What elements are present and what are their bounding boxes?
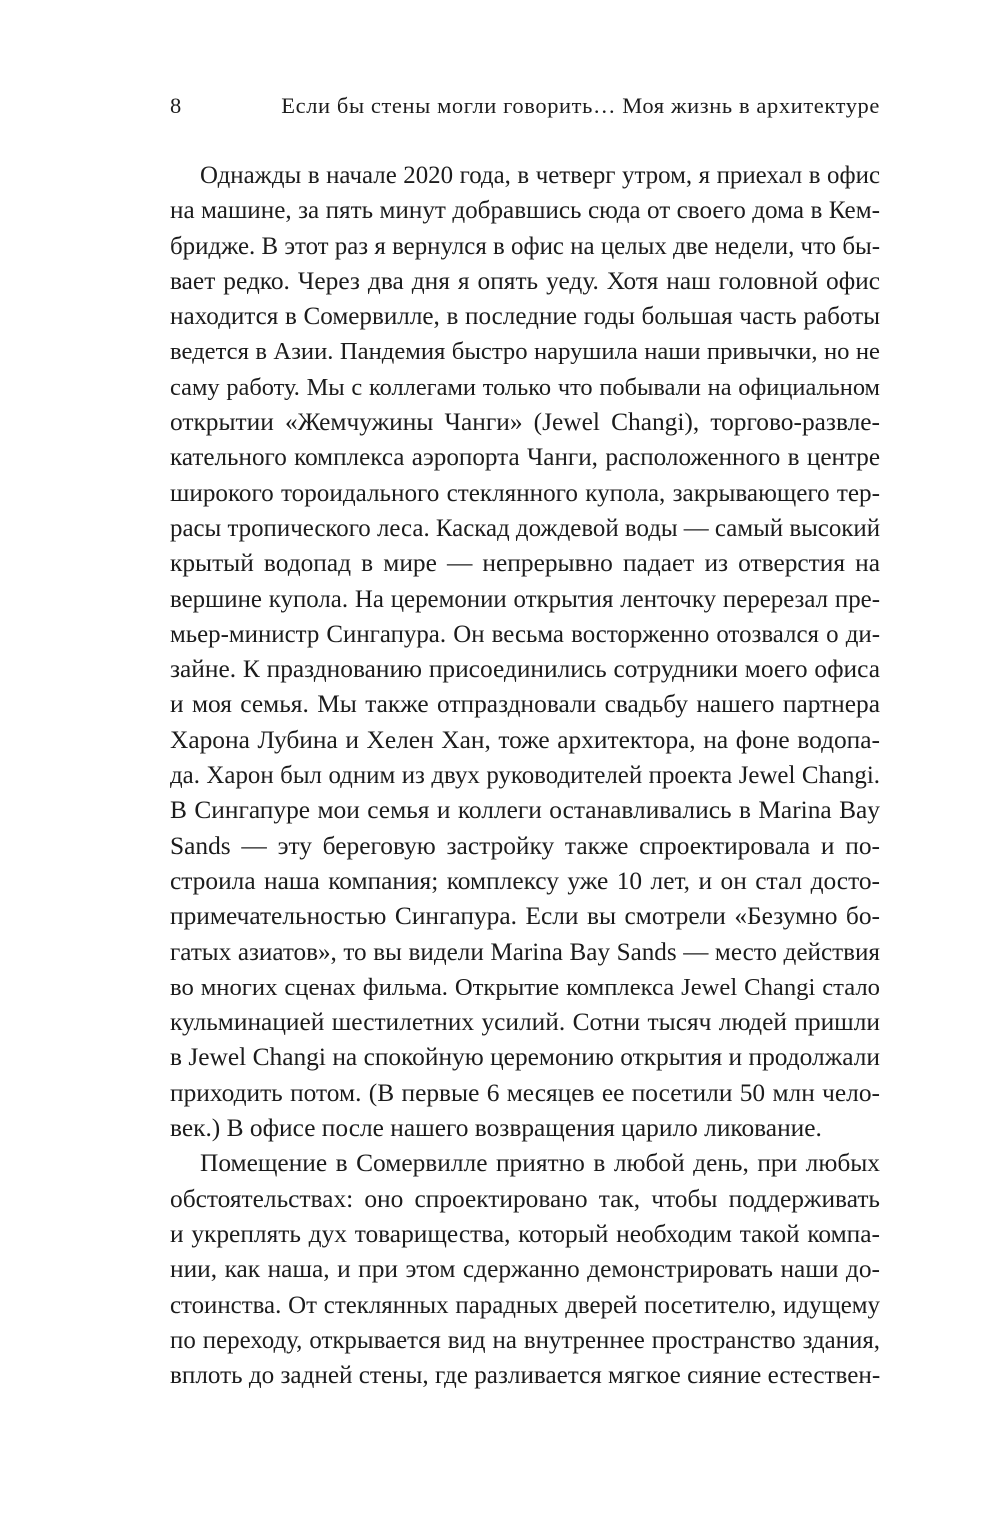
text-line: да. Харон был одним из двух руководителей проекта Jewel Changi. bbox=[170, 762, 880, 790]
text-line: нии, как наша, и при этом сдержанно демонстрировать наши до- bbox=[170, 1255, 880, 1284]
text-line: Помещение в Сомервилле приятно в любой день, при любых bbox=[200, 1149, 880, 1178]
text-line: вает редко. Через два дня я опять уеду. Хотя наш головной офис bbox=[170, 266, 880, 295]
text-line: в Jewel Changi на спокойную церемонию открытия и продолжали bbox=[170, 1043, 880, 1072]
text-line: открытии «Жемчужины Чанги» (Jewel Changi), торгово-развле- bbox=[170, 408, 880, 437]
body-text bbox=[170, 158, 880, 1393]
text-line: находится в Сомервилле, в последние годы большая часть работы bbox=[170, 303, 880, 331]
text-line: вершине купола. На церемонии открытия ленточку перерезал пре- bbox=[170, 585, 880, 613]
running-head bbox=[170, 88, 880, 124]
text-line: кульминацией шестилетних усилий. Сотни тысяч людей пришли bbox=[170, 1008, 880, 1037]
text-line: Однажды в начале 2020 года, в четверг утром, я приехал в офис bbox=[200, 162, 880, 189]
text-line: ведется в Азии. Пандемия быстро нарушила наши привычки, но не bbox=[170, 338, 880, 366]
text-line: гатых азиатов», то вы видели Marina Bay Sands — место действия bbox=[170, 938, 880, 966]
text-line: и укреплять дух товарищества, который необходим такой компа- bbox=[170, 1219, 880, 1248]
text-line: во многих сценах фильма. Открытие комплекса Jewel Changi стало bbox=[170, 973, 880, 1001]
text-line: саму работу. Мы с коллегами только что побывали на официальном bbox=[170, 373, 880, 401]
text-line: по переходу, открывается вид на внутреннее пространство здания, bbox=[170, 1326, 880, 1354]
text-line: век.) В офисе после нашего возвращения царило ликование. bbox=[170, 1114, 822, 1143]
page-number: 8 bbox=[170, 93, 182, 118]
text-line: кательного комплекса аэропорта Чанги, расположенного в центре bbox=[170, 444, 880, 472]
text-line: обстоятельствах: оно спроектировано так, чтобы поддерживать bbox=[170, 1184, 880, 1213]
text-line: примечательностью Сингапура. Если вы смотрели «Безумно бо- bbox=[170, 902, 880, 931]
text-line: приходить потом. (В первые 6 месяцев ее посетили 50 млн чело- bbox=[170, 1078, 880, 1107]
text-line: строила наша компания; комплексу уже 10 лет, и он стал досто- bbox=[170, 866, 880, 895]
text-line: крытый водопад в мире — непрерывно падает из отверстия на bbox=[170, 549, 880, 578]
text-line: на машине, за пять минут добравшись сюда от своего дома в Кем- bbox=[170, 197, 880, 225]
text-line: стоинства. От стеклянных парадных дверей посетителю, идущему bbox=[170, 1291, 880, 1319]
text-line: В Сингапуре мои семья и коллеги останавливались в Marina Bay bbox=[170, 796, 880, 825]
text-line: бридже. В этот раз я вернулся в офис на целых две недели, что бы- bbox=[170, 232, 880, 260]
text-line: широкого тороидального стеклянного купола, закрывающего тер- bbox=[170, 479, 880, 507]
text-line: и моя семья. Мы также отпраздновали свадьбу нашего партнера bbox=[170, 690, 880, 719]
text-line: Sands — эту береговую застройку также спроектировала и по- bbox=[170, 831, 880, 860]
running-title: Если бы стены могли говорить… Моя жизнь в архитектуре bbox=[281, 93, 880, 118]
text-line: расы тропического леса. Каскад дождевой воды — самый высокий bbox=[170, 514, 881, 542]
text-line: вплоть до задней стены, где разливается мягкое сияние естествен- bbox=[170, 1362, 881, 1390]
text-line: мьер-министр Сингапура. Он весьма восторженно отозвался о ди- bbox=[170, 620, 880, 648]
text-line: зайне. К празднованию присоединились сотрудники моего офиса bbox=[170, 655, 880, 684]
text-line: Харона Лубина и Хелен Хан, тоже архитектора, на фоне водопа- bbox=[170, 725, 880, 754]
